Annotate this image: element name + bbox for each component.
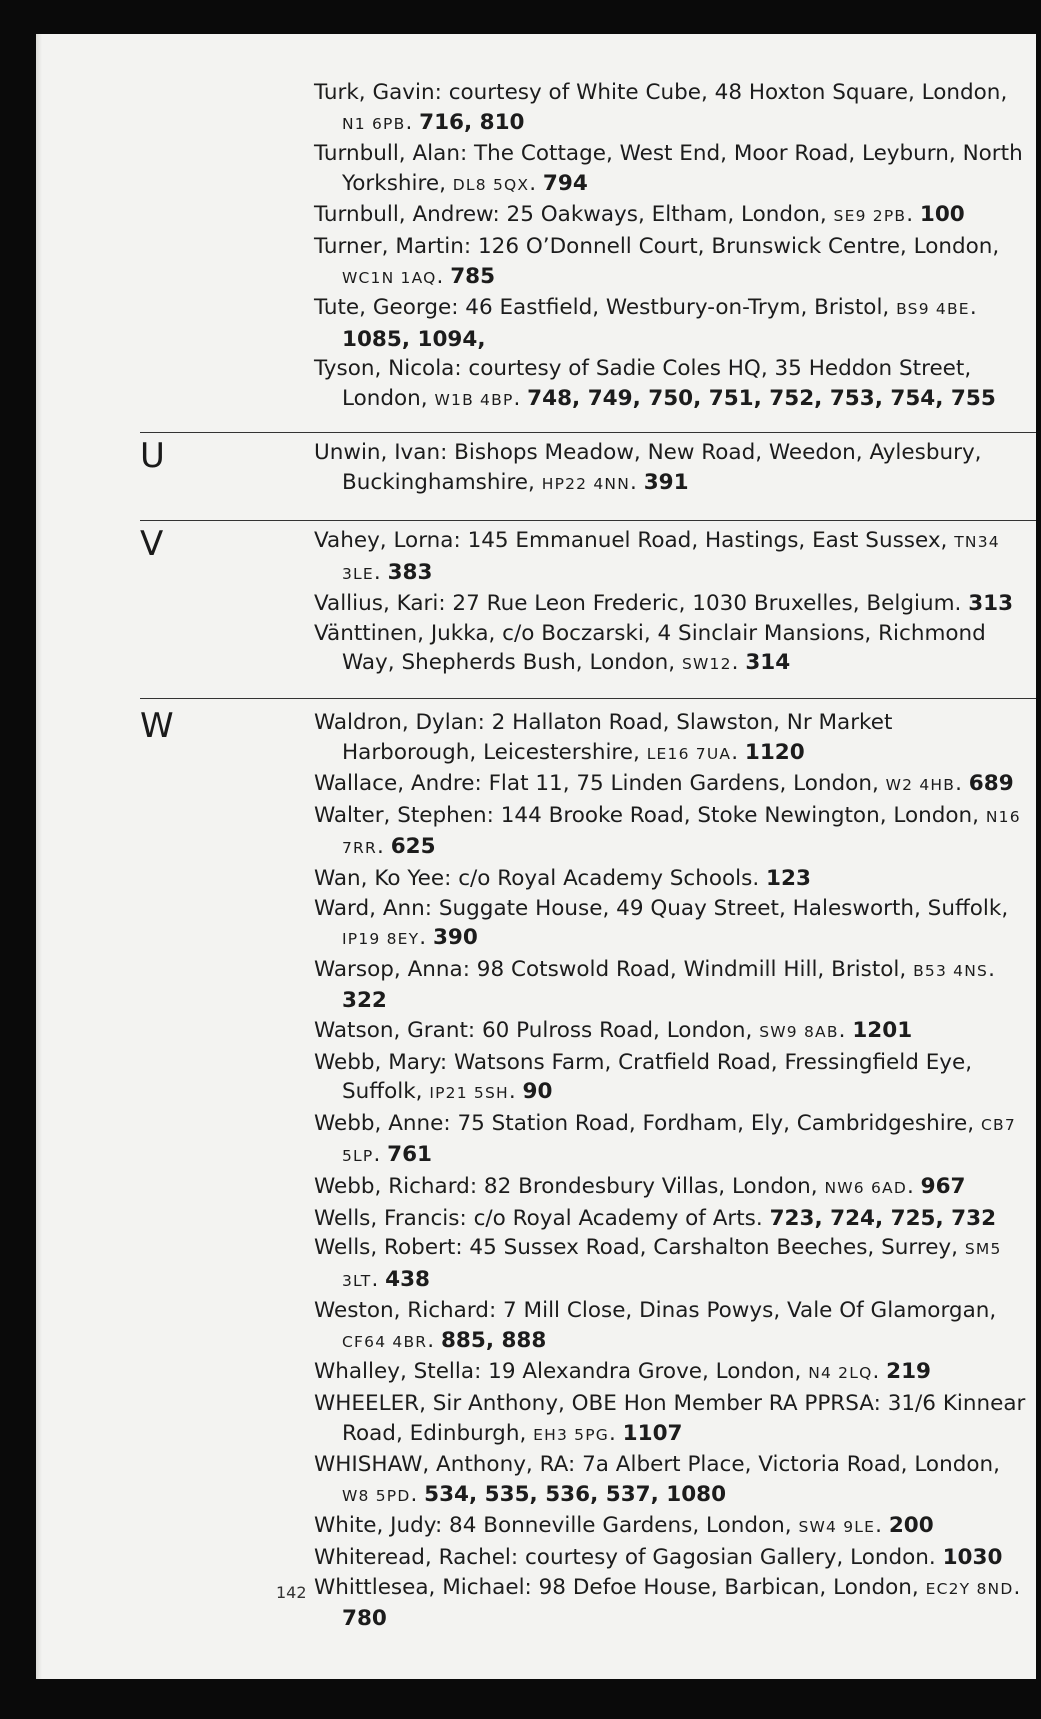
entry: Turnbull, Alan: The Cottage, West End, Moor Road, Leyburn, North Yorkshire, DL8 5QX. 794 (314, 141, 1023, 196)
entry: Watson, Grant: 60 Pulross Road, London, SW9 8AB. 1201 (314, 1017, 913, 1043)
entry: Whiteread, Rachel: courtesy of Gagosian Gallery, London. 1030 (314, 1545, 1003, 1571)
entry: WHISHAW, Anthony, RA: 7a Albert Place, Victoria Road, London, W8 5PD. 534, 535, 536, 537, 1080 (314, 1452, 1000, 1507)
scan-border (1036, 0, 1041, 1719)
section-letter: W (140, 706, 174, 746)
entry: Walter, Stephen: 144 Brooke Road, Stoke Newington, London, N16 7RR. 625 (314, 802, 1021, 860)
entry: WHEELER, Sir Anthony, OBE Hon Member RA PPRSA: 31/6 Kinnear Road, Edinburgh, EH3 5PG. 1107 (314, 1391, 1026, 1446)
section-letter: V (140, 524, 164, 564)
entry: Tyson, Nicola: courtesy of Sadie Coles HQ, 35 Heddon Street, London, W1B 4BP. 748, 749, 750, 751, 752, 753, 754, 755 (314, 356, 996, 411)
entry: Webb, Mary: Watsons Farm, Cratfield Road, Fressingfield Eye, Suffolk, IP21 5SH. 90 (314, 1049, 973, 1105)
entry: Webb, Richard: 82 Brondesbury Villas, London, NW6 6AD. 967 (314, 1173, 966, 1199)
entry: Unwin, Ivan: Bishops Meadow, New Road, Weedon, Aylesbury, Buckinghamshire, HP22 4NN. 391 (314, 440, 982, 495)
entry: Wells, Robert: 45 Sussex Road, Carshalton Beeches, Surrey, SM5 3LT. 438 (314, 1235, 1002, 1292)
page-number: 142 (276, 1583, 307, 1602)
entry: Turk, Gavin: courtesy of White Cube, 48 Hoxton Square, London, N1 6PB. 716, 810 (314, 80, 1008, 135)
entry: Wells, Francis: c/o Royal Academy of Arts. 723, 724, 725, 732 (314, 1205, 997, 1231)
entry: Turnbull, Andrew: 25 Oakways, Eltham, London, SE9 2PB. 100 (314, 202, 965, 228)
page-edge (36, 34, 42, 1679)
entry: Vänttinen, Jukka, c/o Boczarski, 4 Sinclair Mansions, Richmond Way, Shepherds Bush, London, SW12. 314 (314, 620, 986, 676)
entry: Wallace, Andre: Flat 11, 75 Linden Gardens, London, W2 4HB. 689 (314, 771, 1014, 797)
section-divider (140, 432, 1036, 433)
entry-list (314, 526, 1026, 680)
entry-list (314, 708, 1026, 1634)
book-page (36, 34, 1036, 1679)
entry: Waldron, Dylan: 2 Hallaton Road, Slawston, Nr Market Harborough, Leicestershire, LE16 7UA. 1120 (314, 710, 893, 765)
entry-list (314, 78, 1026, 416)
entry: Warsop, Anna: 98 Cotswold Road, Windmill Hill, Bristol, B53 4NS. 322 (314, 956, 995, 1014)
entry: Ward, Ann: Suggate House, 49 Quay Street, Halesworth, Suffolk, IP19 8EY. 390 (314, 895, 1009, 951)
entry: Turner, Martin: 126 O’Donnell Court, Brunswick Centre, London, WC1N 1AQ. 785 (314, 233, 1000, 289)
entry: White, Judy: 84 Bonneville Gardens, London, SW4 9LE. 200 (314, 1513, 934, 1539)
entry: Wan, Ko Yee: c/o Royal Academy Schools. 123 (314, 865, 811, 891)
entry: Whalley, Stella: 19 Alexandra Grove, London, N4 2LQ. 219 (314, 1359, 932, 1385)
entry: Tute, George: 46 Eastfield, Westbury-on-Trym, Bristol, BS9 4BE. 1085, 1094, (314, 295, 977, 352)
entry: Webb, Anne: 75 Station Road, Fordham, Ely, Cambridgeshire, CB7 5LP. 761 (314, 1110, 1016, 1168)
section-letter: U (140, 436, 165, 476)
entry-list (314, 438, 1026, 499)
section-divider (140, 698, 1036, 699)
entry: Vallius, Kari: 27 Rue Leon Frederic, 1030 Bruxelles, Belgium. 313 (314, 591, 1014, 617)
entry: Weston, Richard: 7 Mill Close, Dinas Powys, Vale Of Glamorgan, CF64 4BR. 885, 888 (314, 1298, 997, 1353)
entry: Whittlesea, Michael: 98 Defoe House, Barbican, London, EC2Y 8ND. 780 (314, 1574, 1021, 1632)
section-divider (140, 520, 1036, 521)
entry: Vahey, Lorna: 145 Emmanuel Road, Hastings, East Sussex, TN34 3LE. 383 (314, 528, 1000, 585)
